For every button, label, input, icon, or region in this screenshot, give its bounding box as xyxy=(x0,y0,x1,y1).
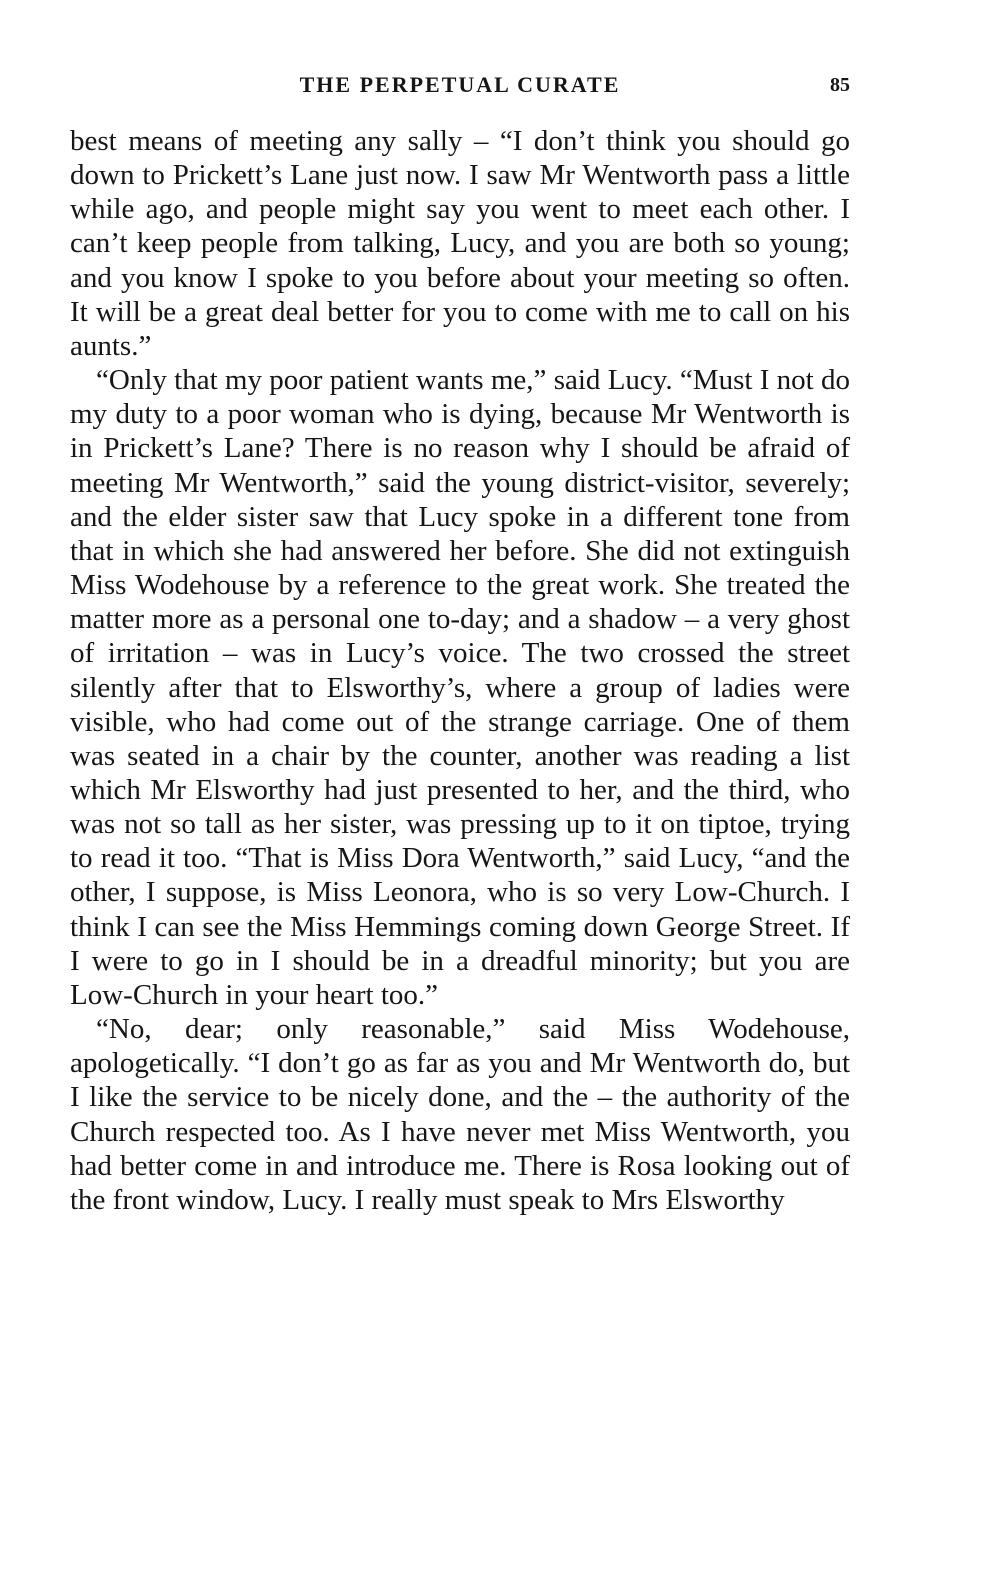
paragraph: “Only that my poor patient wants me,” said Lucy. “Must I not do my duty to a poor woman who is dying, because Mr Wentworth is in Prickett’s Lane? There is no reason why I should be afraid of meeting Mr Wentworth,” said the young district-visitor, severely; and the elder sister saw that Lucy spoke in a different tone from that in which she had answered her before. She did not extinguish Miss Wodehouse by a reference to the great work. She treated the matter more as a personal one to-day; and a shadow – a very ghost of irritation – was in Lucy’s voice. The two crossed the street silently after that to Elsworthy’s, where a group of ladies were visible, who had come out of the strange carriage. One of them was seated in a chair by the counter, another was reading a list which Mr Elsworthy had just presented to her, and the third, who was not so tall as her sister, was pressing up to it on tiptoe, trying to read it too. “That is Miss Dora Wentworth,” said Lucy, “and the other, I suppose, is Miss Leonora, who is so very Low-Church. I think I can see the Miss Hemmings coming down George Street. If I were to go in I should be in a dreadful minority; but you are Low-Church in your heart too.” xyxy=(70,364,850,1011)
paragraph-continued: best means of meeting any sally – “I don’t think you should go down to Prickett’s Lane just now. I saw Mr Wentworth pass a little while ago, and people might say you went to meet each other. I can’t keep people from talking, Lucy, and you are both so young; and you know I spoke to you before about your meeting so often. It will be a great deal better for you to come with me to call on his aunts.” xyxy=(70,125,850,362)
page-number: 85 xyxy=(830,74,850,96)
running-header xyxy=(70,72,850,102)
paragraph: “No, dear; only reasonable,” said Miss Wodehouse, apologetically. “I don’t go as far as you and Mr Wentworth do, but I like the service to be nicely done, and the – the authority of the Church respected too. As I have never met Miss Wentworth, you had better come in and introduce me. There is Rosa looking out of the front window, Lucy. I really must speak to Mrs Elsworthy xyxy=(70,1013,850,1216)
body-text xyxy=(70,124,850,1217)
running-title: THE PERPETUAL CURATE xyxy=(299,72,621,97)
